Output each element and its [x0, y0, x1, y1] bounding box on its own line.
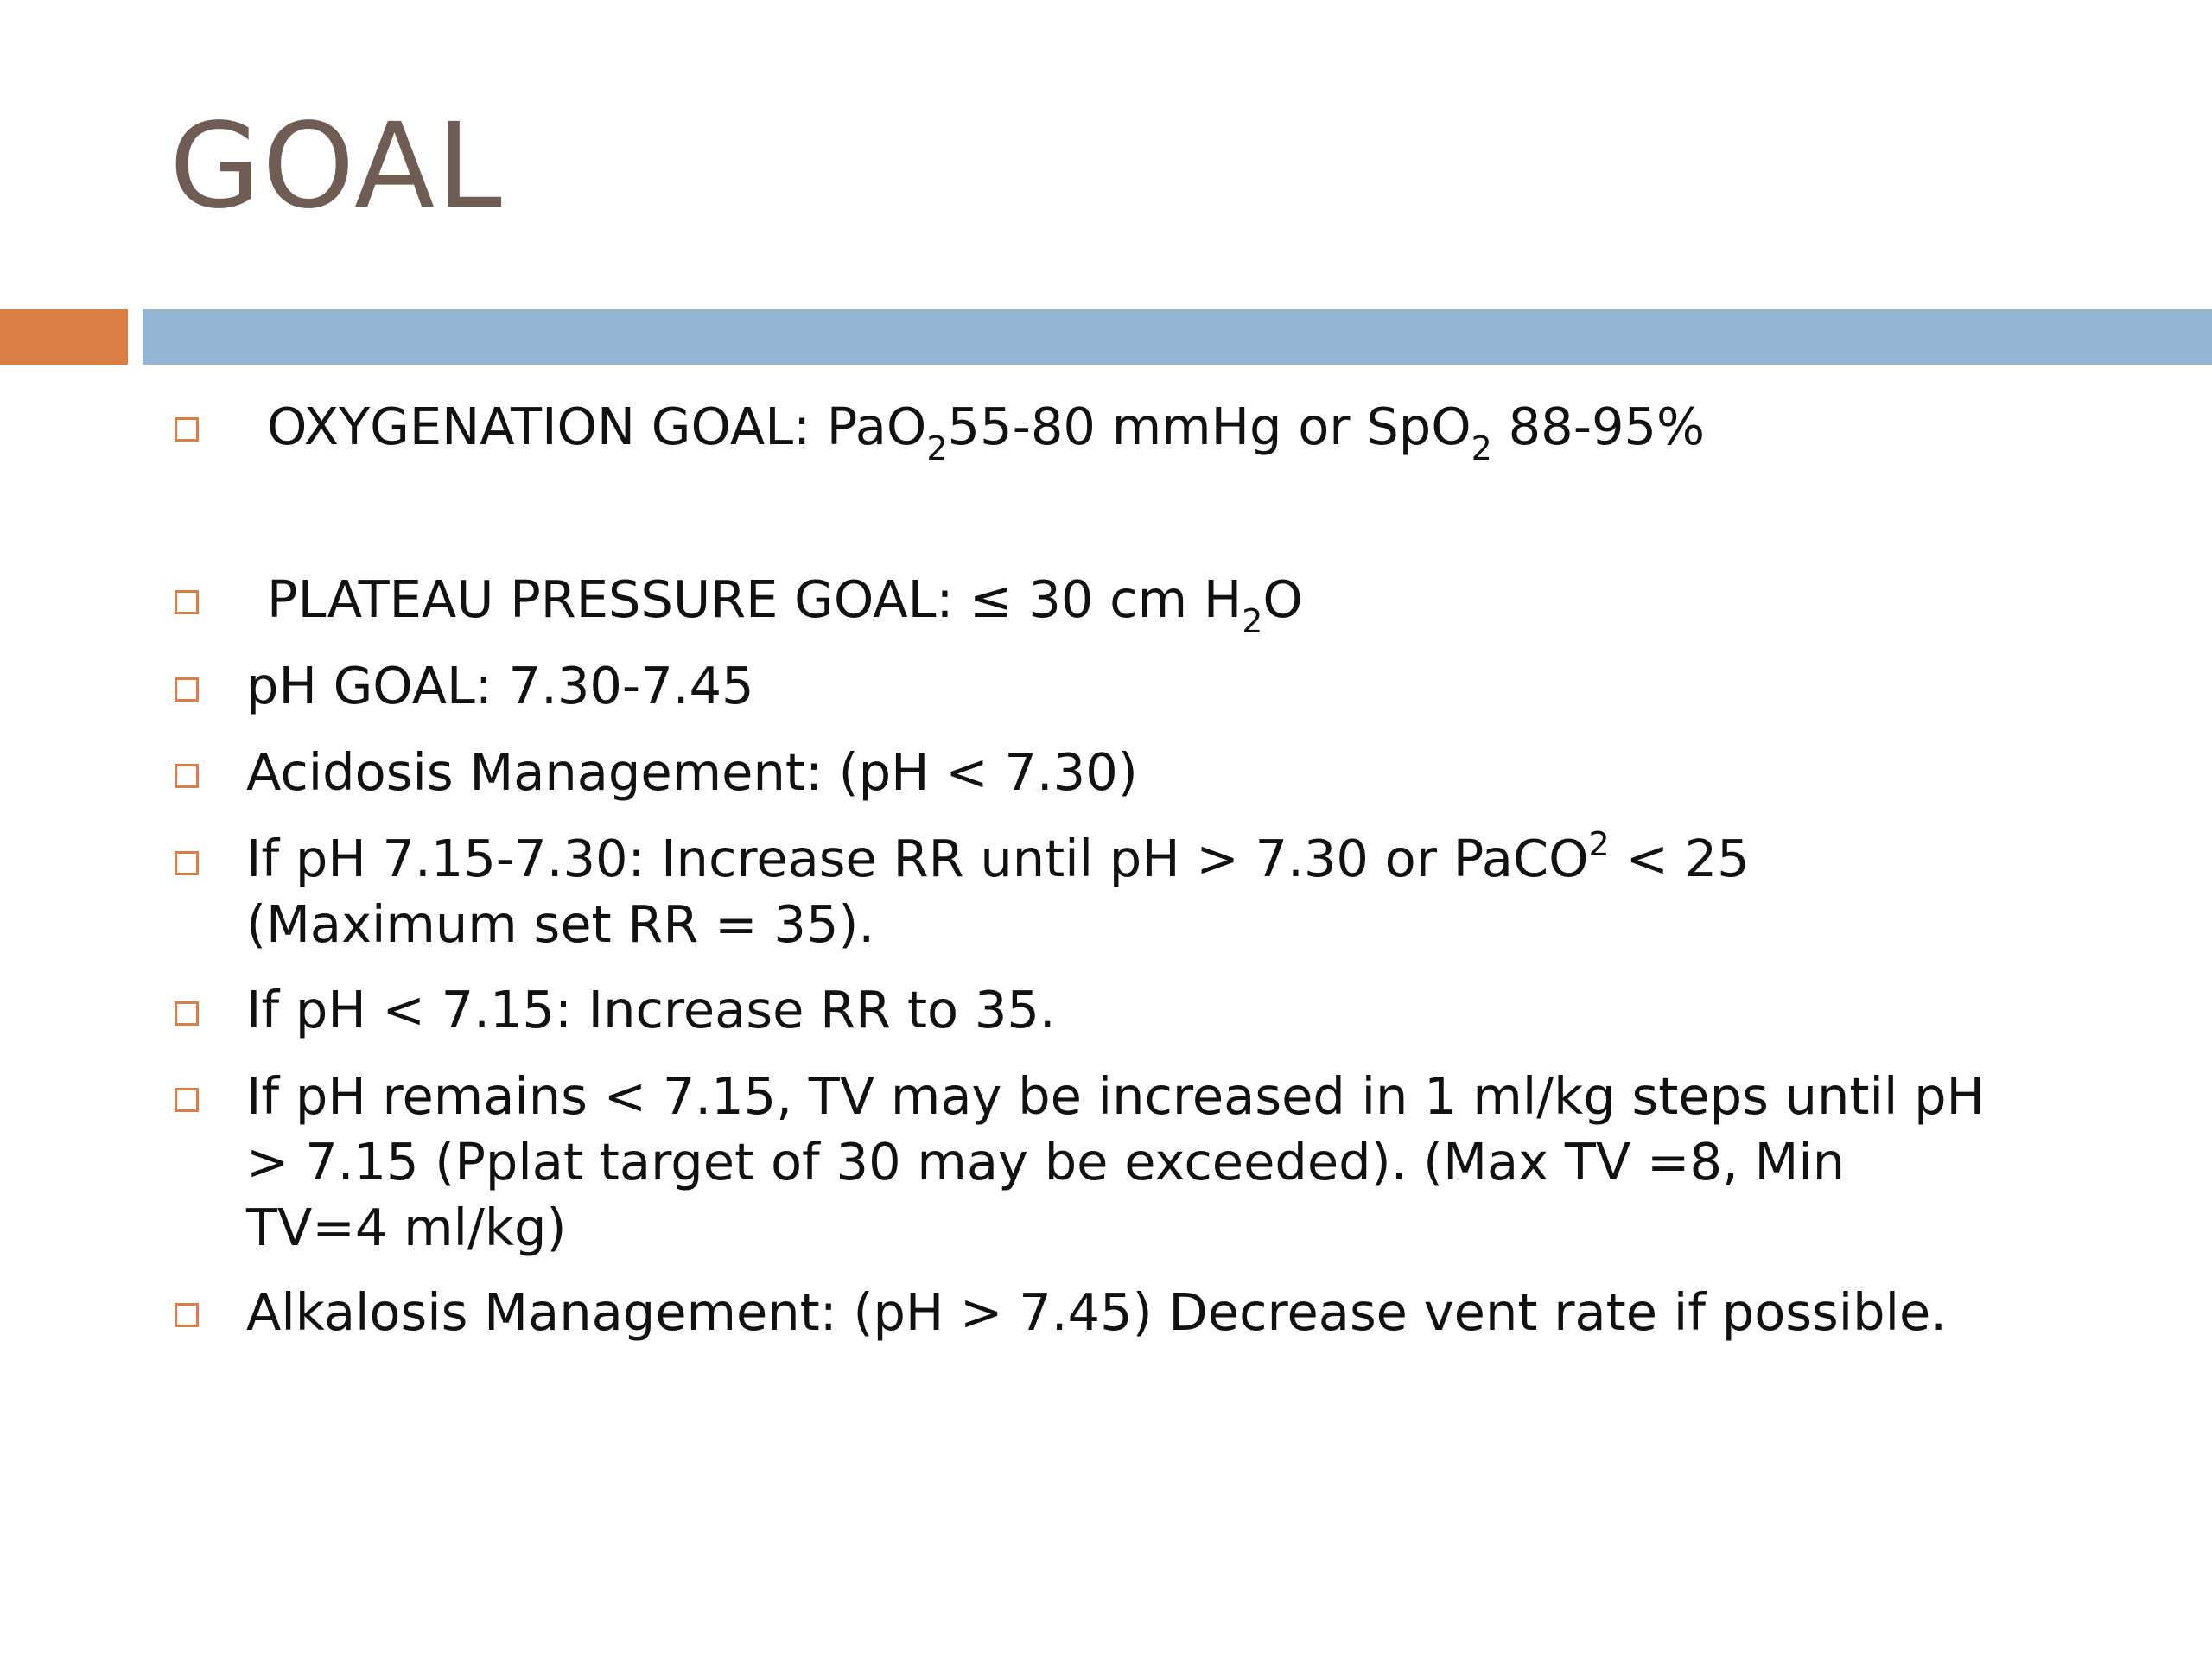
text-line [246, 826, 2130, 892]
subscript: 2 [926, 429, 948, 467]
text-run: OXYGENATION GOAL: PaO [267, 397, 927, 456]
text-run: PLATEAU PRESSURE GOAL: ≤ 30 cm H [267, 569, 1243, 629]
text-run: If pH 7.15-7.30: Increase RR until pH > 7.30 or PaCO [246, 829, 1589, 888]
hollow-square-bullet-icon [175, 417, 199, 442]
text-run: < 25 [1609, 829, 1750, 888]
hollow-square-bullet-icon [175, 1303, 199, 1327]
hollow-square-bullet-icon [175, 1088, 199, 1112]
subscript: 2 [1242, 602, 1263, 640]
hollow-square-bullet-icon [175, 1001, 199, 1026]
bullet-text: Acidosis Management: (pH < 7.30) [246, 742, 1138, 802]
bullet-text [246, 567, 2130, 640]
text-run: 88-95% [1491, 397, 1706, 456]
bullet-text: Alkalosis Management: (pH > 7.45) Decrease vent rate if possible. [246, 1282, 1948, 1342]
bullet-text: pH GOAL: 7.30-7.45 [246, 656, 754, 715]
hollow-square-bullet-icon [175, 590, 199, 614]
hollow-square-bullet-icon [175, 851, 199, 875]
hollow-square-bullet-icon [175, 677, 199, 702]
text-line: > 7.15 (Pplat target of 30 may be exceeded). (Max TV =8, Min [246, 1132, 1846, 1192]
text-run: 55-80 mmHg or SpO [947, 397, 1471, 456]
bullet-text [246, 1064, 2130, 1261]
text-line: TV=4 ml/kg) [246, 1198, 567, 1257]
text-line: If pH remains < 7.15, TV may be increased in 1 ml/kg steps until pH [246, 1066, 1985, 1126]
text-line: (Maximum set RR = 35). [246, 894, 875, 954]
bullet-text [246, 394, 2130, 467]
text-run: O [1262, 569, 1303, 629]
subscript: 2 [1471, 429, 1492, 467]
hollow-square-bullet-icon [175, 764, 199, 788]
slide-title: GOAL [169, 99, 504, 235]
bullet-text [246, 826, 2130, 957]
bullet-text: If pH < 7.15: Increase RR to 35. [246, 980, 1056, 1039]
superscript: 2 [1588, 825, 1610, 863]
